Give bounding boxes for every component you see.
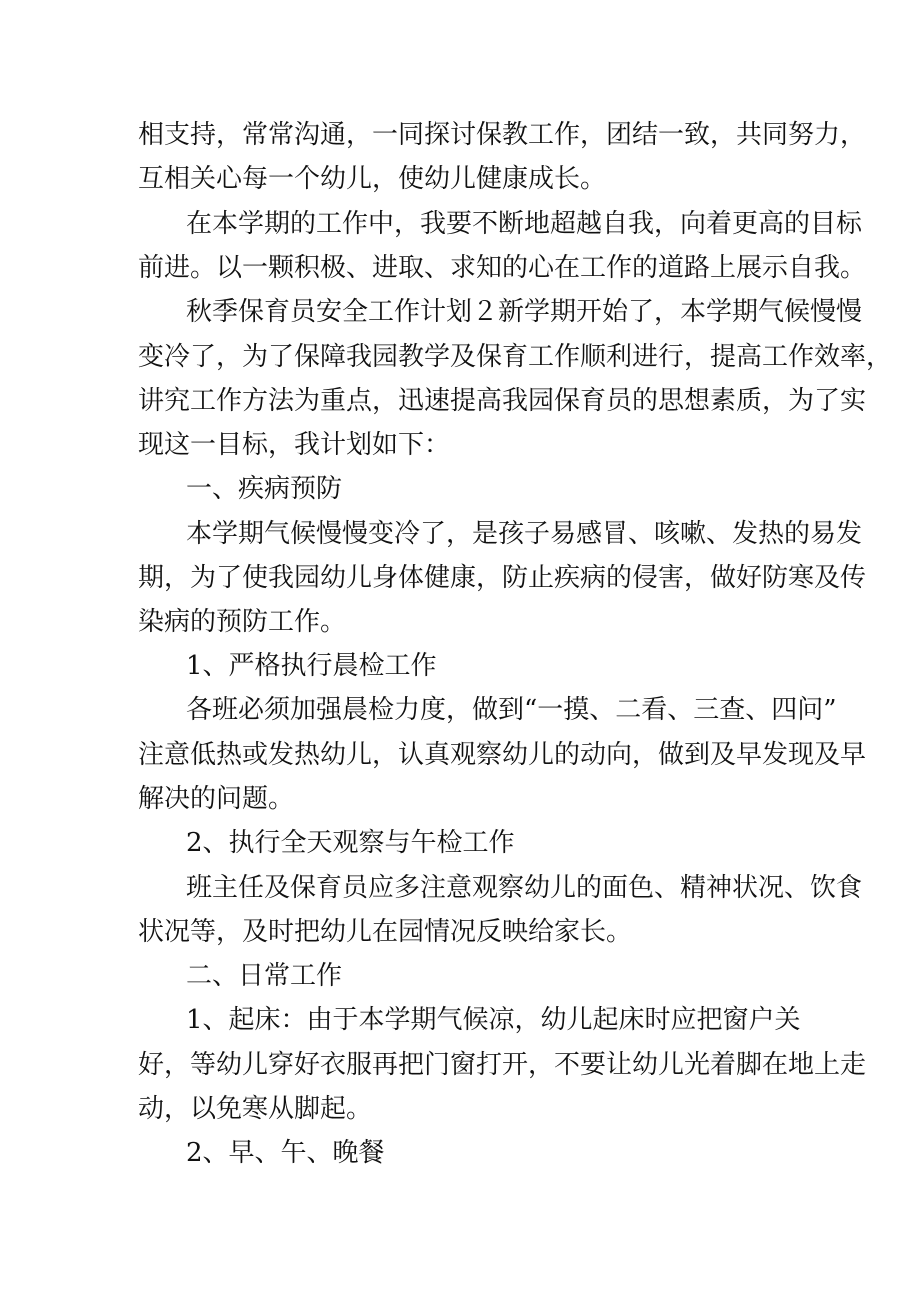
text-line: 染病的预防工作。 bbox=[138, 607, 347, 637]
text-line: 秋季保育员安全工作计划２新学期开始了，本学期气候慢慢 bbox=[186, 297, 863, 327]
section-heading: 二、日常工作 bbox=[186, 961, 343, 991]
text-line: 互相关心每一个幼儿，使幼儿健康成长。 bbox=[138, 164, 607, 194]
text-line: 解决的问题。 bbox=[138, 784, 295, 814]
text-line: 状况等，及时把幼儿在园情况反映给家长。 bbox=[138, 917, 633, 947]
text-line: 各班必须加强晨检力度，做到“一摸、二看、三查、四问” bbox=[186, 695, 837, 725]
text-line: 在本学期的工作中，我要不断地超越自我，向着更高的目标 bbox=[186, 209, 863, 239]
subsection-heading: 2、早、午、晚餐 bbox=[186, 1138, 385, 1168]
text-line: 班主任及保育员应多注意观察幼儿的面色、精神状况、饮食 bbox=[186, 873, 863, 903]
text-line: 期，为了使我园幼儿身体健康，防止疾病的侵害，做好防寒及传 bbox=[138, 563, 867, 593]
text-line: 动，以免寒从脚起。 bbox=[138, 1094, 373, 1124]
subsection-heading: 2、执行全天观察与午检工作 bbox=[186, 828, 515, 858]
text-line: 好，等幼儿穿好衣服再把门窗打开，不要让幼儿光着脚在地上走 bbox=[138, 1050, 867, 1080]
text-line: 相支持，常常沟通，一同探讨保教工作，团结一致，共同努力， bbox=[138, 120, 867, 150]
text-line: 本学期气候慢慢变冷了，是孩子易感冒、咳嗽、发热的易发 bbox=[186, 519, 863, 549]
text-line: 现这一目标，我计划如下： bbox=[138, 430, 451, 460]
section-heading: 一、疾病预防 bbox=[186, 474, 343, 504]
text-line: 讲究工作方法为重点，迅速提高我园保育员的思想素质，为了实 bbox=[138, 386, 867, 416]
subsection-heading: 1、严格执行晨检工作 bbox=[186, 651, 437, 681]
text-line: 1、起床：由于本学期气候凉，幼儿起床时应把窗户关 bbox=[186, 1005, 801, 1035]
text-line: 变冷了，为了保障我园教学及保育工作顺利进行，提高工作效率， bbox=[138, 342, 893, 372]
text-line: 注意低热或发热幼儿，认真观察幼儿的动向，做到及早发现及早 bbox=[138, 740, 867, 770]
text-line: 前进。以一颗积极、进取、求知的心在工作的道路上展示自我。 bbox=[138, 253, 867, 283]
